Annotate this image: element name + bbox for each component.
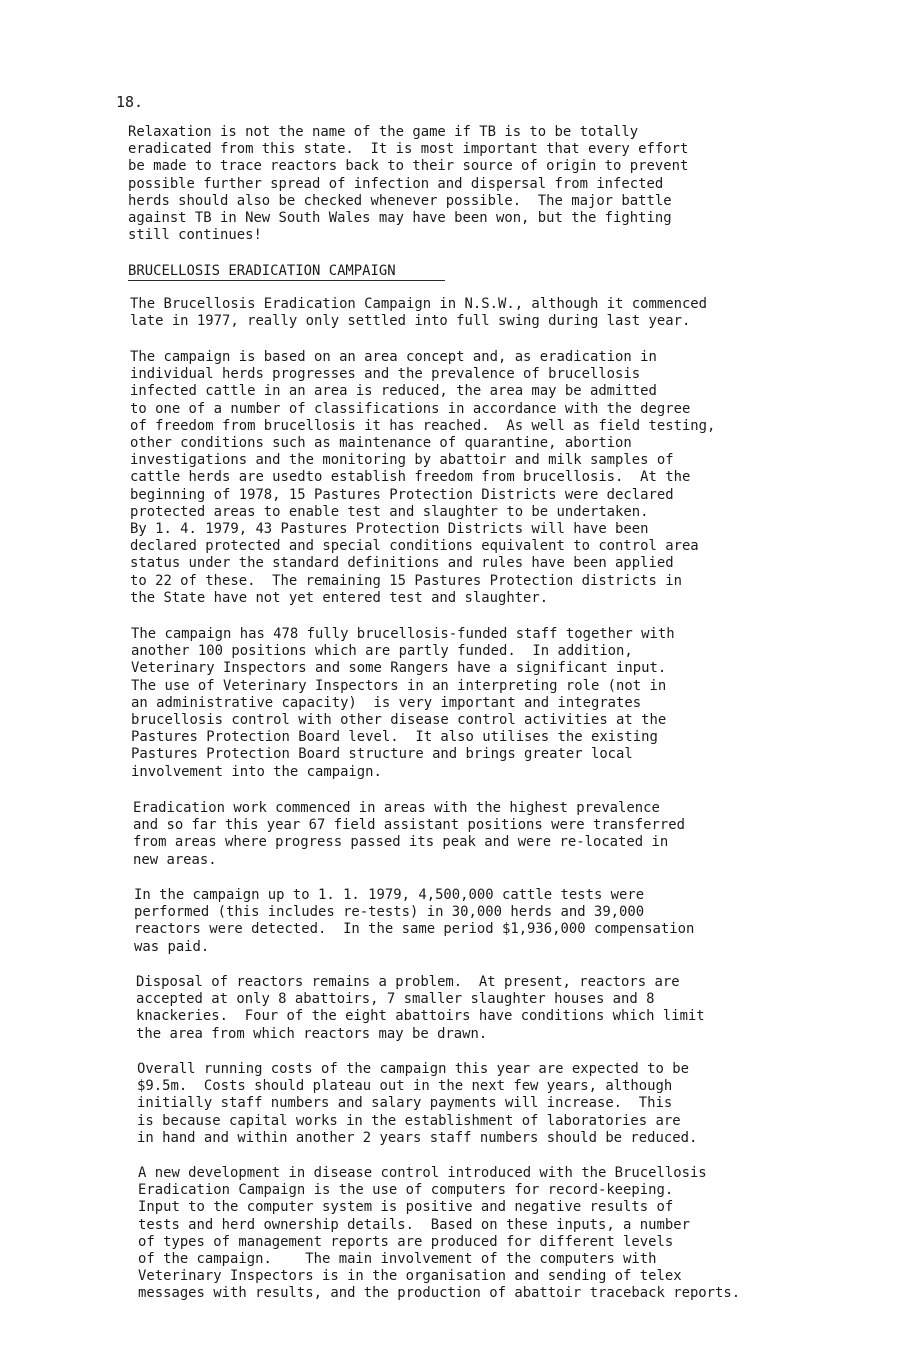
- page-number: 18.: [116, 93, 144, 111]
- paragraph-eradication-work: Eradication work commenced in areas with the highest prevalence and so far this year 67 field assistant positions were transferred from areas where progress passed its peak and were re-located in new areas.: [133, 800, 685, 868]
- paragraph-computers: A new development in disease control introduced with the Brucellosis Eradication Campaign is the use of computers for record-keeping. Input to the computer system is positive and negative results of tests and herd ownership details. Based on these inputs, a number of types of management reports are produced for different levels of the campaign. The main involvement of the computers with Veterinary Inspectors is in the organisation and sending of telex messages with results, and the production of abattoir traceback reports.: [138, 1165, 741, 1302]
- section-heading: BRUCELLOSIS ERADICATION CAMPAIGN: [128, 263, 396, 279]
- heading-underline: [128, 280, 445, 281]
- paragraph-staffing: The campaign has 478 fully brucellosis-funded staff together with another 100 positions which are partly funded. In addition, Veterinary Inspectors and some Rangers have a significant input. The use of Veterinary Inspectors in an interpreting role (not in an administrative capacity) is very important and integrates brucellosis control with other disease control activities at the Pastures Protection Board level. It also utilises the existing Pastures Protection Board structure and brings greater local involvement into the campaign.: [131, 626, 675, 780]
- paragraph-tb-relaxation: Relaxation is not the name of the game if TB is to be totally eradicated from this state. It is most important that every effort be made to trace reactors back to their source of origin to prevent possible further spread of infection and dispersal from infected herds should also be checked whenever possible. The major battle against TB in New South Wales may have been won, but the fighting still continues!: [128, 124, 689, 244]
- paragraph-running-costs: Overall running costs of the campaign this year are expected to be $9.5m. Costs should plateau out in the next few years, although initially staff numbers and salary payments will increase. This is because capital works in the establishment of laboratories are in hand and within another 2 years staff numbers should be reduced.: [137, 1061, 698, 1146]
- paragraph-reactor-disposal: Disposal of reactors remains a problem. At present, reactors are accepted at only 8 abattoirs, 7 smaller slaughter houses and 8 knackeries. Four of the eight abattoirs have conditions which limit the area from which reactors may be drawn.: [136, 974, 705, 1042]
- paragraph-campaign-stats: In the campaign up to 1. 1. 1979, 4,500,000 cattle tests were performed (this includes re-tests) in 30,000 herds and 39,000 reactors were detected. In the same period $1,936,000 compensation was paid.: [134, 887, 695, 955]
- paragraph-campaign-intro: The Brucellosis Eradication Campaign in N.S.W., although it commenced late in 1977, really only settled into full swing during last year.: [130, 296, 708, 330]
- paragraph-area-concept: The campaign is based on an area concept and, as eradication in individual herds progresses and the prevalence of brucellosis infected cattle in an area is reduced, the area may be admitted to one of a number of classifications in accordance with the degree of freedom from brucellosis it has reached. As well as field testing, other conditions such as maintenance of quarantine, abortion investigations and the monitoring by abattoir and milk samples of cattle herds are usedto establish freedom from brucellosis. At the beginning of 1978, 15 Pastures Protection Districts were declared protected areas to enable test and slaughter to be undertaken. By 1. 4. 1979, 43 Pastures Protection Districts will have been declared protected and special conditions equivalent to control area status under the standard definitions and rules have been applied to 22 of these. The remaining 15 Pastures Protection districts in the State have not yet entered test and slaughter.: [130, 349, 716, 606]
